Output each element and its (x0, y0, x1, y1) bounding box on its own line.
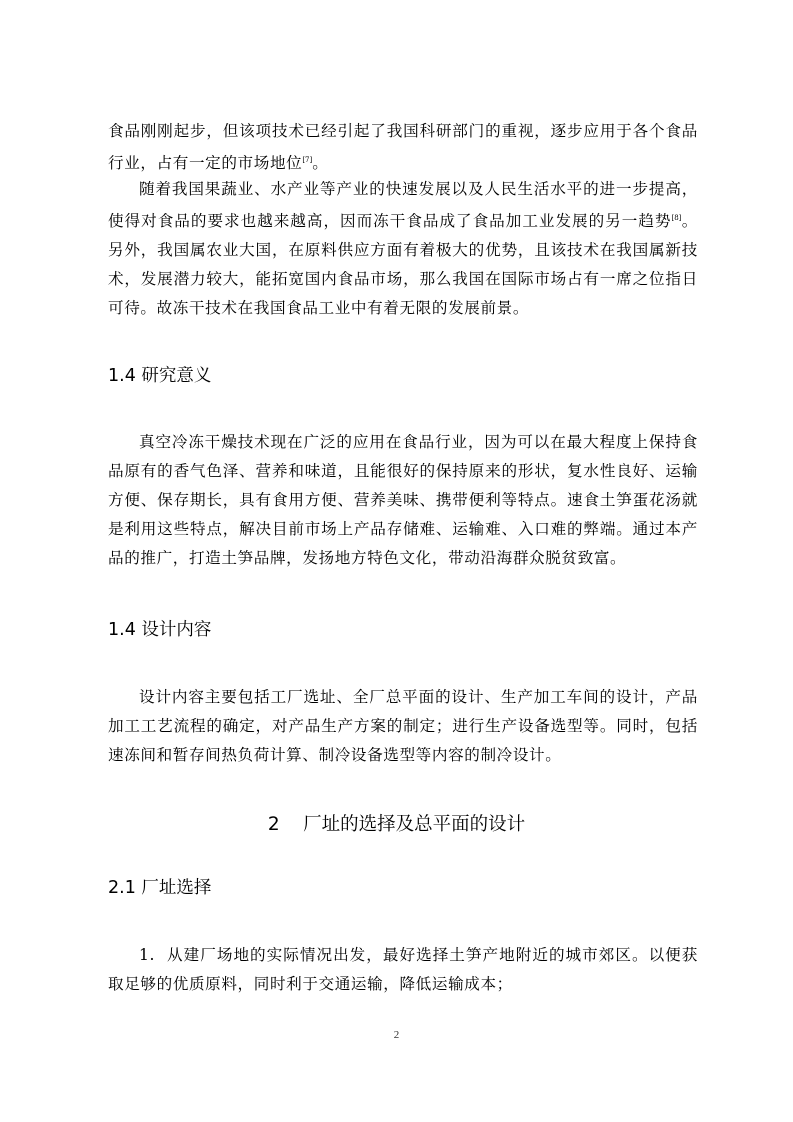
citation-ref: [7] (302, 156, 313, 164)
section-heading-site-selection: 2.1 厂址选择 (108, 878, 212, 898)
chapter-heading: 2 厂址的选择及总平面的设计 (267, 814, 526, 835)
citation-ref: [8] (671, 214, 682, 222)
paragraph-design-content: 设计内容主要包括工厂选址、全厂总平面的设计、生产加工车间的设计，产品加工工艺流程的确定，对产品生产方案的制定；进行生产设备选型等。同时，包括速冻间和暂存间热负荷计算、制冷设备选型等内容的制冷设计。 (108, 688, 698, 764)
paragraph-significance: 真空冷冻干燥技术现在广泛的应用在食品行业，因为可以在最大程度上保持食品原有的香气色泽、营养和味道，且能很好的保持原来的形状，复水性良好、运输方便、保存期长，具有食用方便、营养美味、携带便利等特点。速食土笋蛋花汤就是利用这些特点，解决目前市场上产品存储难、运输难、入口难的弊端。通过本产品的推广，打造土笋品牌，发扬地方特色文化，带动沿海群众脱贫致富。 (108, 433, 698, 567)
section-heading-significance: 1.4 研究意义 (108, 366, 212, 386)
list-item-site-criteria-1: 1. 从建厂场地的实际情况出发，最好选择土笋产地附近的城市郊区。以便获取足够的优质原料，同时利于交通运输，降低运输成本； (108, 946, 698, 993)
paragraph-text: 食品刚刚起步，但该项技术已经引起了我国科研部门的重视，逐步应用于各个食品行业，占有一定的市场地位 (108, 122, 698, 172)
paragraph-text-tail: 。 (312, 154, 329, 172)
section-heading-design-content: 1.4 设计内容 (108, 620, 212, 640)
page-number: 2 (393, 1029, 400, 1041)
paragraph-development (108, 175, 698, 323)
paragraph-text: 随着我国果蔬业、水产业等产业的快速发展以及人民生活水平的进一步提高，使得对食品的要求也越来越高，因而冻干食品成了食品加工业发展的另一趋势 (108, 180, 698, 230)
paragraph-text-tail: 。另外，我国属农业大国，在原料供应方面有着极大的优势，且该技术在我国属新技术，发展潜力较大，能拓宽国内食品市场，那么我国在国际市场占有一席之位指日可待。故冻干技术在我国食品工业中有着无限的发展前景。 (108, 212, 698, 317)
paragraph-intro-continuation (108, 117, 698, 178)
